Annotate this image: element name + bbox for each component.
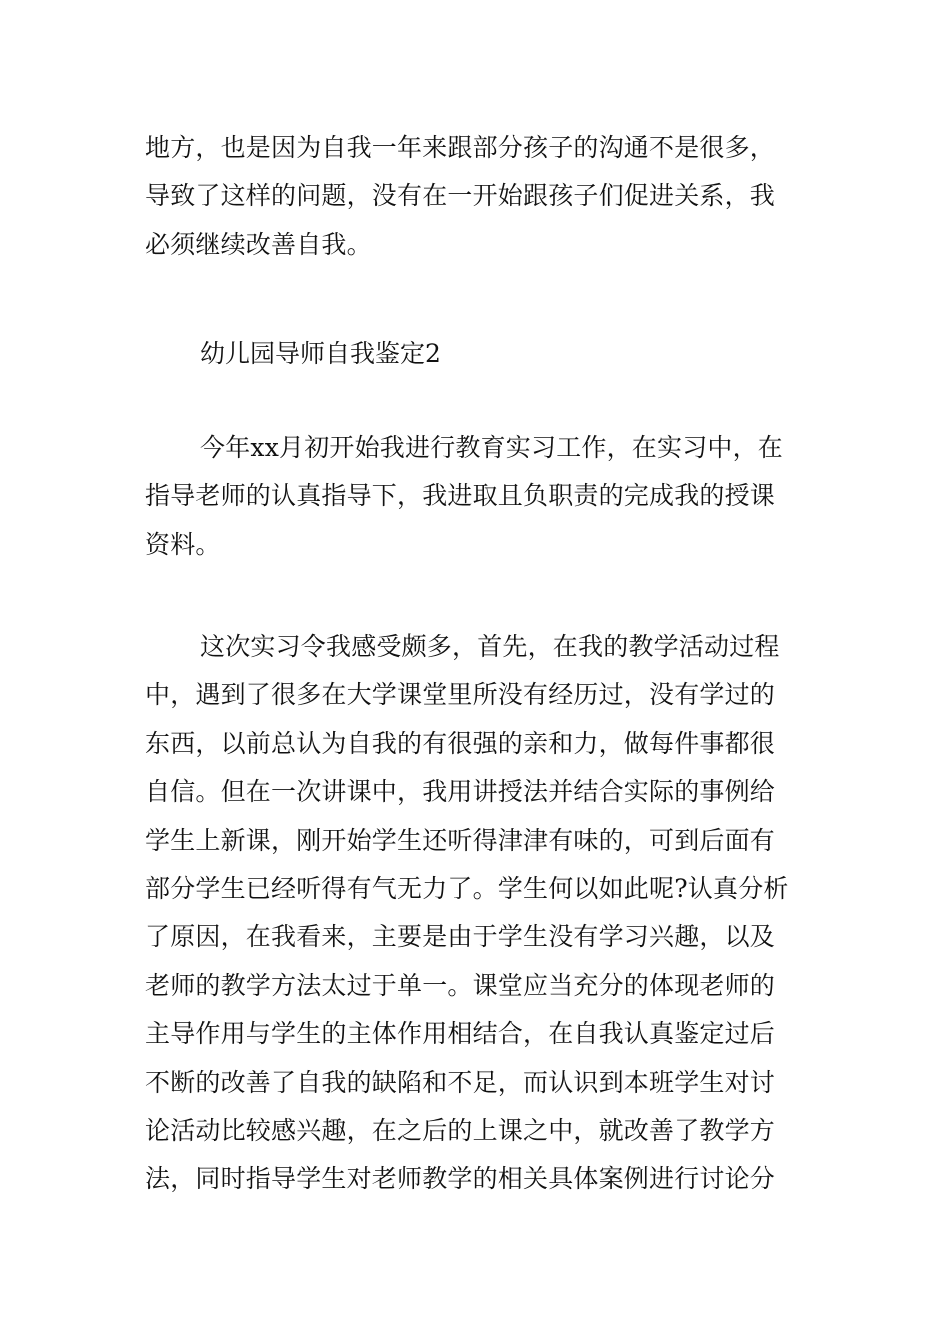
paragraph-line: 导致了这样的问题，没有在一开始跟孩子们促进关系，我: [145, 181, 776, 211]
paragraph-line: 这次实习令我感受颇多，首先，在我的教学活动过程: [200, 632, 780, 661]
paragraph-line: 论活动比较感兴趣，在之后的上课之中，就改善了教学方: [145, 1115, 776, 1145]
paragraph-line: 东西，以前总认为自我的有很强的亲和力，做每件事都很: [145, 728, 776, 758]
paragraph-line: 主导作用与学生的主体作用相结合，在自我认真鉴定过后: [145, 1019, 776, 1049]
paragraph-line: 地方，也是因为自我一年来跟部分孩子的沟通不是很多，: [145, 133, 776, 162]
paragraph-internship-start: [145, 424, 825, 569]
paragraph-internship-reflection: [145, 623, 825, 1204]
paragraph-line: 必须继续改善自我。: [145, 229, 372, 259]
paragraph-line: 资料。: [145, 529, 221, 559]
paragraph-line: 学生上新课，刚开始学生还听得津津有味的，可到后面有: [145, 825, 776, 855]
paragraph-line: 今年xx月初开始我进行教育实习工作，在实习中，在: [200, 433, 784, 462]
paragraph-continuation: [145, 124, 825, 269]
paragraph-line: 指导老师的认真指导下，我进取且负职责的完成我的授课: [145, 481, 776, 511]
paragraph-line: 老师的教学方法太过于单一。课堂应当充分的体现老师的: [145, 970, 776, 1000]
section-heading: 幼儿园导师自我鉴定2: [200, 339, 441, 368]
paragraph-line: 中，遇到了很多在大学课堂里所没有经历过，没有学过的: [145, 680, 776, 710]
paragraph-line: 部分学生已经听得有气无力了。学生何以如此呢?认真分析: [145, 873, 789, 903]
paragraph-line: 法，同时指导学生对老师教学的相关具体案例进行讨论分: [145, 1164, 776, 1194]
paragraph-line: 了原因，在我看来，主要是由于学生没有学习兴趣，以及: [145, 922, 776, 952]
paragraph-line: 不断的改善了自我的缺陷和不足，而认识到本班学生对讨: [145, 1067, 776, 1097]
paragraph-line: 自信。但在一次讲课中，我用讲授法并结合实际的事例给: [145, 777, 776, 807]
